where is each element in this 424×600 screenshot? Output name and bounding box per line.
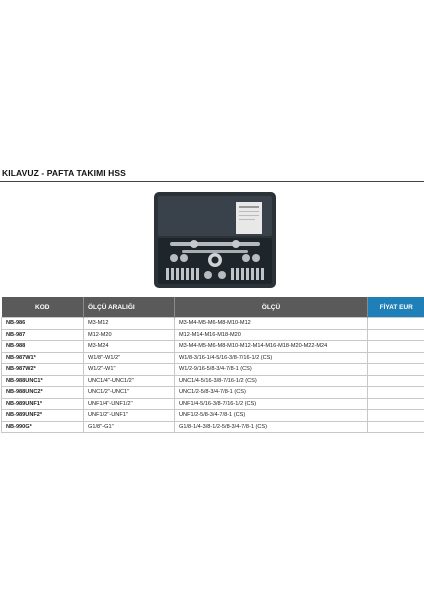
- table-header-row: [2, 297, 424, 318]
- cell-olcu: W1/8-3/16-1/4-5/16-3/8-7/16-1/2 (CS): [175, 352, 368, 364]
- table-row: [2, 421, 424, 433]
- cell-kod: NB-988UNC1*: [2, 375, 84, 387]
- header-olcu: ÖLÇÜ: [175, 297, 368, 318]
- cell-fiyat: [368, 375, 424, 387]
- cell-olcu: M12-M14-M16-M18-M20: [175, 329, 368, 341]
- table-row: [2, 352, 424, 364]
- page-title: KILAVUZ - PAFTA TAKIMI HSS: [2, 168, 126, 178]
- header-fiyat-eur: FİYAT EUR: [368, 297, 424, 318]
- cell-olcu-araligi: W1/8''-W1/2'': [84, 352, 175, 364]
- header-olcu-araligi: ÖLÇÜ ARALIĞI: [84, 297, 175, 318]
- header-kod: KOD: [2, 297, 84, 318]
- cell-fiyat: [368, 421, 424, 433]
- cell-olcu-araligi: UNC1/4''-UNC1/2'': [84, 375, 175, 387]
- cell-kod: NB-987W2*: [2, 364, 84, 376]
- cell-fiyat: [368, 387, 424, 399]
- title-divider: [0, 181, 424, 182]
- cell-kod: NB-987: [2, 329, 84, 341]
- cell-kod: NB-989UNF2*: [2, 410, 84, 422]
- cell-olcu: W1/2-9/16-5/8-3/4-7/8-1 (CS): [175, 364, 368, 376]
- cell-olcu: G1/8-1/4-3/8-1/2-5/8-3/4-7/8-1 (CS): [175, 421, 368, 433]
- cell-olcu-araligi: M3-M24: [84, 341, 175, 353]
- cell-olcu: UNF1/2-5/8-3/4-7/8-1 (CS): [175, 410, 368, 422]
- cell-fiyat: [368, 364, 424, 376]
- cell-fiyat: [368, 329, 424, 341]
- cell-kod: NB-988UNC2*: [2, 387, 84, 399]
- cell-olcu-araligi: W1/2''-W1'': [84, 364, 175, 376]
- table-row: [2, 410, 424, 422]
- price-table: [1, 297, 424, 433]
- cell-kod: NB-990G*: [2, 421, 84, 433]
- cell-olcu-araligi: UNF1/2''-UNF1'': [84, 410, 175, 422]
- table-row: [2, 364, 424, 376]
- cell-kod: NB-986: [2, 318, 84, 330]
- cell-kod: NB-987W1*: [2, 352, 84, 364]
- cell-olcu-araligi: M12-M20: [84, 329, 175, 341]
- cell-olcu: M3-M4-M5-M6-M8-M10-M12-M14-M16-M18-M20-M22-M24: [175, 341, 368, 353]
- cell-olcu-araligi: G1/8''-G1'': [84, 421, 175, 433]
- cell-fiyat: [368, 318, 424, 330]
- cell-fiyat: [368, 398, 424, 410]
- cell-olcu-araligi: UNF1/4''-UNF1/2'': [84, 398, 175, 410]
- cell-fiyat: [368, 352, 424, 364]
- cell-olcu-araligi: UNC1/2''-UNC1'': [84, 387, 175, 399]
- cell-olcu: UNC1/2-5/8-3/4-7/8-1 (CS): [175, 387, 368, 399]
- table-row: [2, 387, 424, 399]
- cell-fiyat: [368, 410, 424, 422]
- table-row: [2, 341, 424, 353]
- table-row: [2, 375, 424, 387]
- table-row: [2, 318, 424, 330]
- cell-kod: NB-989UNF1*: [2, 398, 84, 410]
- table-row: [2, 398, 424, 410]
- cell-olcu: M3-M4-M5-M6-M8-M10-M12: [175, 318, 368, 330]
- cell-olcu: UNF1/4-5/16-3/8-7/16-1/2 (CS): [175, 398, 368, 410]
- cell-olcu-araligi: M3-M12: [84, 318, 175, 330]
- table-row: [2, 329, 424, 341]
- cell-fiyat: [368, 341, 424, 353]
- cell-kod: NB-988: [2, 341, 84, 353]
- cell-olcu: UNC1/4-5/16-3/8-7/16-1/2 (CS): [175, 375, 368, 387]
- tap-die-set-image: [152, 188, 278, 292]
